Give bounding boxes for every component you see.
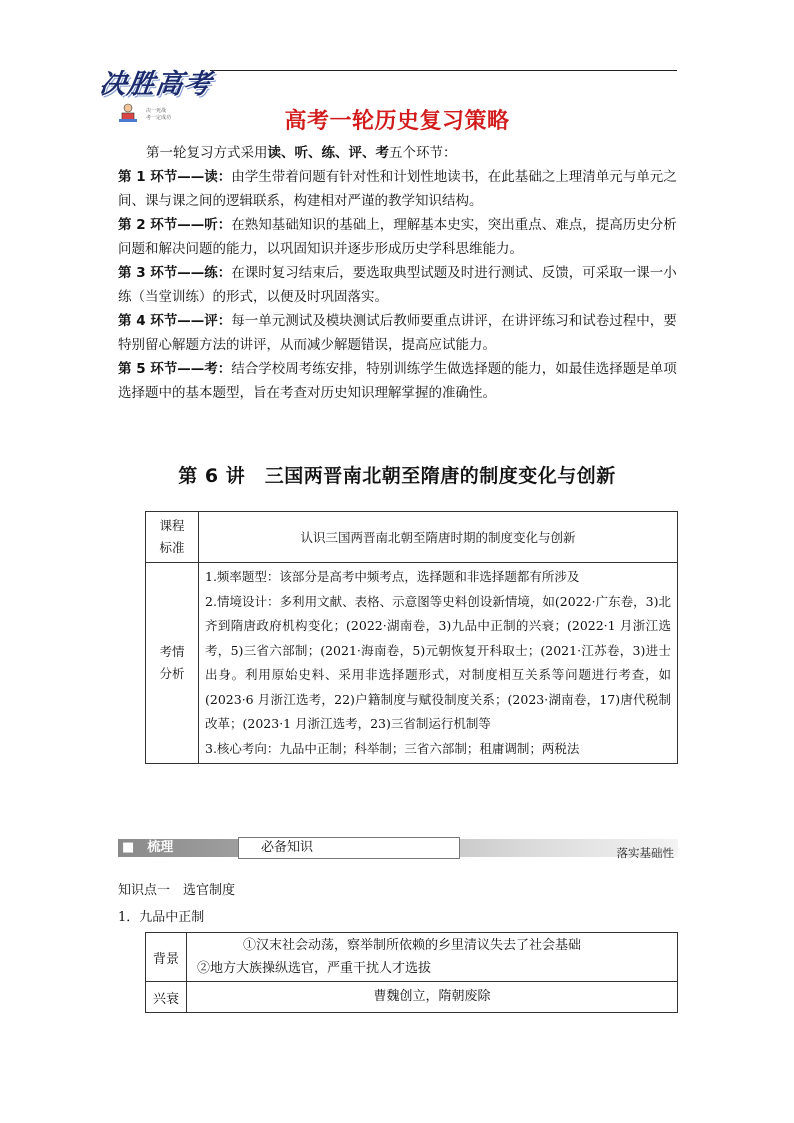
intro-suffix: 五个环节： bbox=[389, 145, 457, 161]
step-1 bbox=[118, 165, 678, 213]
step-4 bbox=[118, 309, 678, 357]
curriculum-standard: 认识三国两晋南北朝至隋唐时期的制度变化与创新 bbox=[199, 512, 678, 563]
table-row bbox=[146, 933, 678, 982]
background-line: ②地方大族操纵选官，严重干扰人才选拔 bbox=[197, 961, 432, 976]
background-line: ①汉末社会动荡，察举制所依赖的乡里清议失去了社会基础 bbox=[243, 938, 582, 953]
nine-rank-table bbox=[145, 932, 678, 1013]
analysis-item: 2.情境设计：多利用文献、表格、示意图等史料创设新情境，如(2022·广东卷，3)北齐到隋唐政府机构变化；(2022·湖南卷，3)九品中正制的兴衰；(2022·1 月浙江选考，5)三省六部制；(2021·海南卷，5)元朝恢复开科取士；(2021·江苏卷，3)进士出身。利用原始史料、采用非选择题形式，对制度相互关系等问题进行考查，如(2023·6 月浙江选考，22)户籍制度与赋役制度关系；(2023·湖南卷，17)唐代税制改革；(2023·1 月浙江选考，23)三省制运行机制等 bbox=[205, 593, 671, 731]
step-label: 第 5 环节——考： bbox=[118, 361, 232, 377]
analysis-item: 1.频率题型：该部分是高考中频考点，选择题和非选择题都有所涉及 bbox=[205, 569, 580, 584]
step-text: 在课时复习结束后，要选取典型试题及时进行测试、反馈，可采取一课一小练（当堂训练）的形式，以便及时巩固落实。 bbox=[118, 265, 677, 305]
header-rule bbox=[210, 70, 677, 71]
step-5 bbox=[118, 357, 678, 405]
header-line: 标准 bbox=[159, 540, 185, 555]
logo-tagline-1: 决一死战 bbox=[146, 108, 167, 114]
header-line: 课程 bbox=[159, 518, 185, 533]
band-tag: ■ 梳理 bbox=[122, 840, 174, 855]
header-line: 考情 bbox=[159, 644, 185, 659]
step-3 bbox=[118, 261, 678, 309]
intro-paragraph bbox=[118, 141, 678, 165]
table-header-cell: 背景 bbox=[146, 933, 187, 982]
exam-analysis bbox=[199, 563, 678, 764]
lecture-title: 第 6 讲 三国两晋南北朝至隋唐的制度变化与创新 bbox=[178, 465, 616, 487]
step-text: 在熟知基础知识的基础上，理解基本史实，突出重点、难点，提高历史分析问题和解决问题的能力，以巩固知识并逐步形成历史学科思维能力。 bbox=[118, 217, 677, 257]
intro-bold: 读、听、练、评、考 bbox=[267, 145, 389, 161]
rise-fall-cell: 曹魏创立，隋朝废除 bbox=[187, 982, 678, 1013]
main-title: 高考一轮历史复习策略 bbox=[284, 109, 510, 134]
band-box bbox=[238, 837, 460, 859]
logo-tagline-2: 考一定成功 bbox=[146, 115, 172, 121]
analysis-item: 3.核心考向：九品中正制；科举制；三省六部制；租庸调制；两税法 bbox=[205, 740, 580, 756]
band-box-label: 必备知识 bbox=[261, 840, 314, 855]
step-label: 第 4 环节——评： bbox=[118, 313, 232, 329]
table-header-cell bbox=[146, 563, 199, 764]
band-right-label: 落实基础性 bbox=[616, 846, 674, 860]
background-cell bbox=[187, 933, 678, 982]
table-row bbox=[146, 512, 678, 563]
step-label: 第 3 环节——练： bbox=[118, 265, 232, 281]
step-text: 由学生带着问题有针对性和计划性地读书，在此基础之上理清单元与单元之间、课与课之间的逻辑联系，构建相对严谨的教学知识结构。 bbox=[118, 169, 677, 209]
subheading: 1．九品中正制 bbox=[118, 910, 205, 925]
strategy-section bbox=[118, 141, 678, 405]
step-label: 第 2 环节——听： bbox=[118, 217, 232, 233]
step-2 bbox=[118, 213, 678, 261]
intro-prefix: 第一轮复习方式采用 bbox=[146, 145, 268, 161]
step-text: 结合学校周考练安排，特别训练学生做选择题的能力，如最佳选择题是单项选择题中的基本题型，旨在考查对历史知识理解掌握的准确性。 bbox=[118, 361, 677, 401]
knowledge-point-heading: 知识点一 选官制度 bbox=[118, 883, 236, 898]
step-label: 第 1 环节——读： bbox=[118, 169, 232, 185]
table-header-cell: 兴衰 bbox=[146, 982, 187, 1013]
curriculum-table bbox=[145, 511, 678, 764]
table-row bbox=[146, 982, 678, 1013]
table-row bbox=[146, 563, 678, 764]
table-header-cell bbox=[146, 512, 199, 563]
step-text: 每一单元测试及模块测试后教师要重点讲评，在讲评练习和试卷过程中，要特别留心解题方法的讲评，从而减少解题错误，提高应试能力。 bbox=[118, 313, 677, 353]
header-line: 分析 bbox=[159, 666, 185, 681]
logo-text: 决胜高考 bbox=[97, 69, 214, 100]
section-band bbox=[118, 837, 678, 859]
